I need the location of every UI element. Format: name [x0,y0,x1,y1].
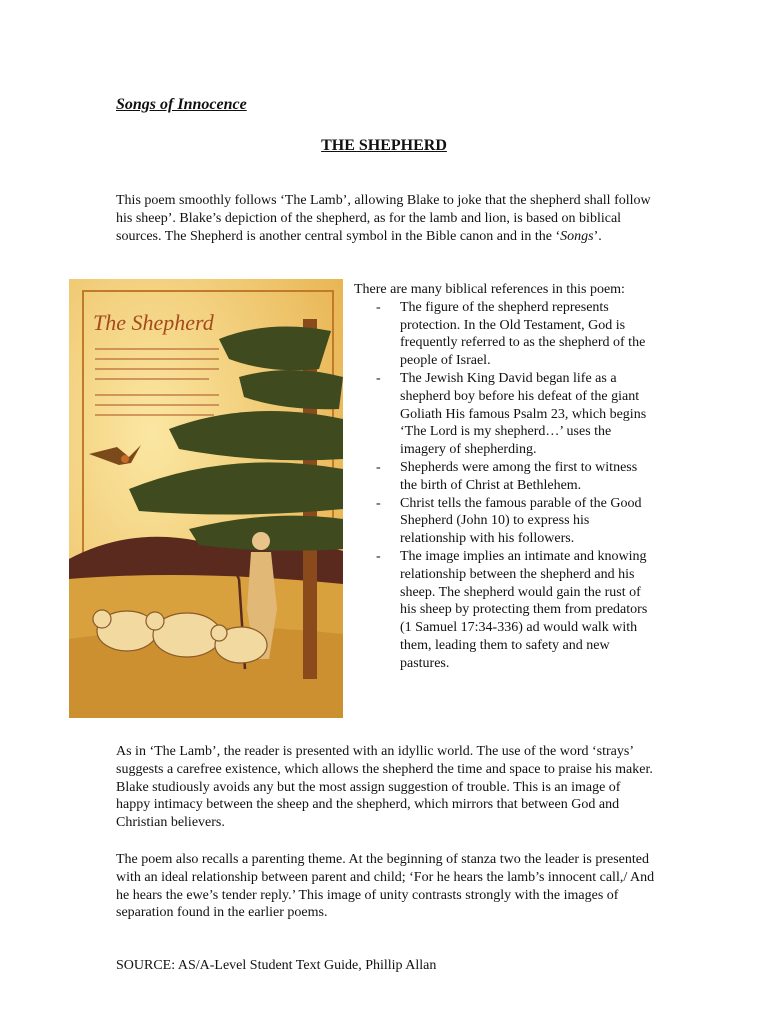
series-heading: Songs of Innocence [116,96,247,113]
list-item-text: The figure of the shepherd represents protection. In the Old Testament, God is frequently referred to as the shepherd of the people of Israel. [400,299,646,369]
list-item [354,459,654,495]
page-title: THE SHEPHERD [321,137,447,154]
list-dash: - [376,495,381,511]
list-dash: - [376,459,381,475]
plate-title: The Shepherd [93,310,214,335]
list-item-text: Shepherds were among the first to witness the birth of Christ at Bethlehem. [400,459,638,493]
body-paragraph-parenting: The poem also recalls a parenting theme. At the beginning of stanza two the leader is presented with an ideal relationship between parent and child; ‘For he hears the lamb’s innocent call,/ And he hears the ewe’s tender reply.’ This image of unity contrasts strongly with the images of separation found in the earlier poems. [116,852,655,921]
intro-text: This poem smoothly follows ‘The Lamb’, allowing Blake to joke that the shepherd shall follow his sheep’. Blake’s depiction of the shepherd, as for the lamb and lion, is based on biblical sources. The Shepherd is another central symbol in the Bible canon and in the ‘ [116,193,651,244]
list-item [354,495,654,548]
references-list [354,299,654,673]
list-dash: - [376,548,381,564]
list-item-text: The image implies an intimate and knowing relationship between the shepherd and his sheep. The shepherd would gain the rust of his sheep by protecting them from predators (1 Samuel 17:34-336) ad would walk with them, leading them to safety and new pastures. [400,548,648,671]
list-item-text: Christ tells the famous parable of the Good Shepherd (John 10) to express his relationship with his followers. [400,495,642,547]
biblical-references [354,281,654,673]
illustration-artwork [69,279,343,718]
list-item [354,548,654,673]
shepherd-illustration [69,279,343,718]
list-dash: - [376,370,381,386]
body-paragraph-idyllic: As in ‘The Lamb’, the reader is presented with an idyllic world. The use of the word ‘strays’ suggests a carefree existence, which allows the shepherd the time and space to praise his maker. Blake studiously avoids any but the most assign suggestion of trouble. This is an image of happy intimacy between the sheep and the shepherd, which mirrors that between God and Christian believers. [116,744,653,831]
references-lead: There are many biblical references in this poem: [354,282,625,297]
intro-paragraph [116,192,656,245]
list-dash: - [376,299,381,315]
source-citation: SOURCE: AS/A-Level Student Text Guide, Phillip Allan [116,958,437,973]
list-item-text: The Jewish King David began life as a shepherd boy before his defeat of the giant Goliath His famous Psalm 23, which begins ‘The Lord is my shepherd…’ uses the imagery of shepherding. [400,370,647,458]
intro-text-end: ’. [593,228,602,244]
list-item [354,299,654,370]
intro-italic-word: Songs [560,228,594,244]
list-item [354,370,654,459]
